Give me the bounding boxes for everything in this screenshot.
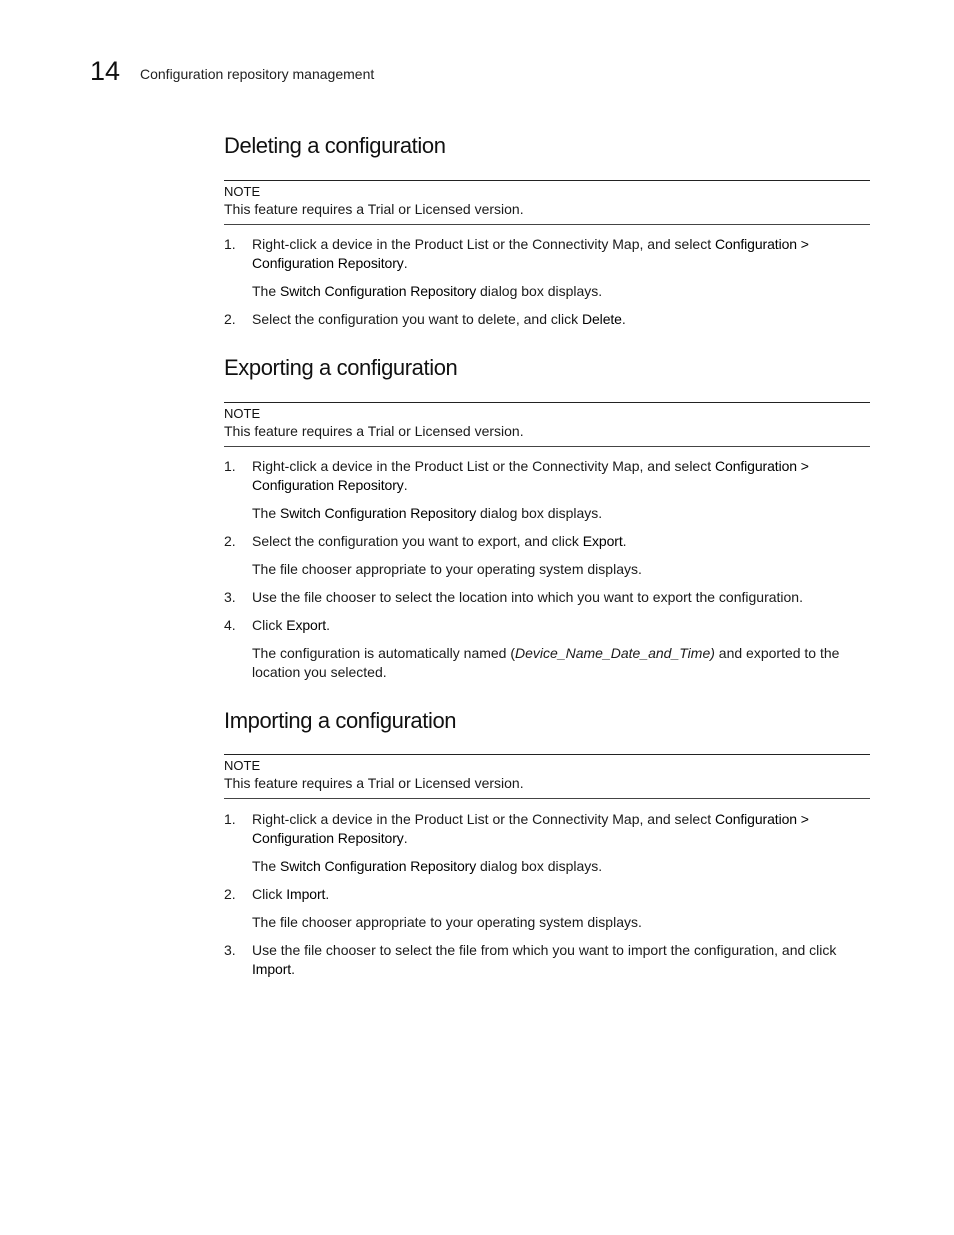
result-text-end: dialog box displays.: [476, 505, 603, 521]
step-text-end: .: [403, 255, 408, 271]
step-2: [224, 310, 870, 329]
note-label: NOTE: [224, 758, 261, 773]
chapter-title: Configuration repository management: [140, 66, 375, 82]
section-heading-deleting: Deleting a configuration: [224, 133, 446, 158]
step-1: [224, 810, 870, 848]
note-text: This feature requires a Trial or Licensed version.: [224, 775, 524, 791]
file-name-pattern: Device_Name_Date_and_Time): [515, 645, 715, 661]
note-text: This feature requires a Trial or Licensed version.: [224, 201, 524, 217]
button-name: Import: [286, 886, 326, 902]
menu-path: Configuration > Configuration Repository: [252, 236, 809, 271]
step-text-end: .: [403, 830, 408, 846]
result-text: The: [252, 283, 281, 299]
step-4: [224, 616, 870, 635]
result-text-end: dialog box displays.: [476, 283, 603, 299]
note-text: This feature requires a Trial or Licensed version.: [224, 423, 524, 439]
button-name: Delete: [581, 311, 622, 327]
step-number: 2.: [224, 311, 236, 327]
step-number: 3.: [224, 589, 236, 605]
menu-path: Configuration > Configuration Repository: [252, 811, 809, 846]
section-heading-importing: Importing a configuration: [224, 708, 457, 733]
step-text: Click: [252, 886, 287, 902]
result-text: The: [252, 858, 281, 874]
step-result: [252, 282, 870, 301]
button-name: Export: [582, 533, 623, 549]
step-text-end: .: [325, 886, 330, 902]
step-number: 2.: [224, 533, 236, 549]
note-box-exporting: [224, 402, 870, 447]
step-result: [252, 644, 870, 682]
result-text: The: [252, 505, 281, 521]
step-text: Use the file chooser to select the file from which you want to import the configuration, and click: [252, 942, 837, 958]
result-text-end: and exported to the location you selected.: [252, 645, 840, 680]
step-number: 4.: [224, 617, 236, 633]
step-text: Right-click a device in the Product List or the Connectivity Map, and select: [252, 236, 715, 252]
button-name: Import: [252, 961, 292, 977]
step-text-end: .: [291, 961, 295, 977]
step-text-end: .: [403, 477, 408, 493]
step-text: Click: [252, 617, 287, 633]
step-result: The file chooser appropriate to your operating system displays.: [252, 914, 642, 930]
step-number: 1.: [224, 458, 236, 474]
note-box-importing: [224, 754, 870, 799]
dialog-name: Switch Configuration Repository: [280, 505, 477, 521]
step-text: Right-click a device in the Product List or the Connectivity Map, and select: [252, 458, 715, 474]
step-result: The file chooser appropriate to your operating system displays.: [252, 561, 642, 577]
step-text: Select the configuration you want to export, and click: [252, 533, 583, 549]
result-text-end: dialog box displays.: [476, 858, 603, 874]
chapter-number: 14: [90, 56, 121, 86]
result-text: The configuration is automatically named (: [252, 645, 516, 661]
step-text-end: .: [622, 533, 627, 549]
menu-path: Configuration > Configuration Repository: [252, 458, 809, 493]
step-1: [224, 235, 870, 273]
step-number: 2.: [224, 886, 236, 902]
dialog-name: Switch Configuration Repository: [280, 283, 477, 299]
step-text-end: .: [326, 617, 330, 633]
step-text: Select the configuration you want to delete, and click: [252, 311, 582, 327]
step-result: [252, 857, 870, 876]
step-result: [252, 504, 870, 523]
step-3: [224, 941, 870, 979]
note-label: NOTE: [224, 184, 261, 199]
step-2: [224, 532, 870, 551]
button-name: Export: [286, 617, 327, 633]
note-label: NOTE: [224, 406, 261, 421]
dialog-name: Switch Configuration Repository: [280, 858, 477, 874]
step-3: [224, 588, 870, 607]
step-text-end: .: [621, 311, 626, 327]
step-text: Use the file chooser to select the location into which you want to export the configuration.: [252, 589, 803, 605]
step-number: 1.: [224, 236, 236, 252]
step-number: 3.: [224, 942, 236, 958]
step-number: 1.: [224, 811, 236, 827]
step-2: [224, 885, 870, 904]
step-text: Right-click a device in the Product List or the Connectivity Map, and select: [252, 811, 715, 827]
step-1: [224, 457, 870, 495]
section-heading-exporting: Exporting a configuration: [224, 355, 458, 380]
note-box-deleting: [224, 180, 870, 225]
